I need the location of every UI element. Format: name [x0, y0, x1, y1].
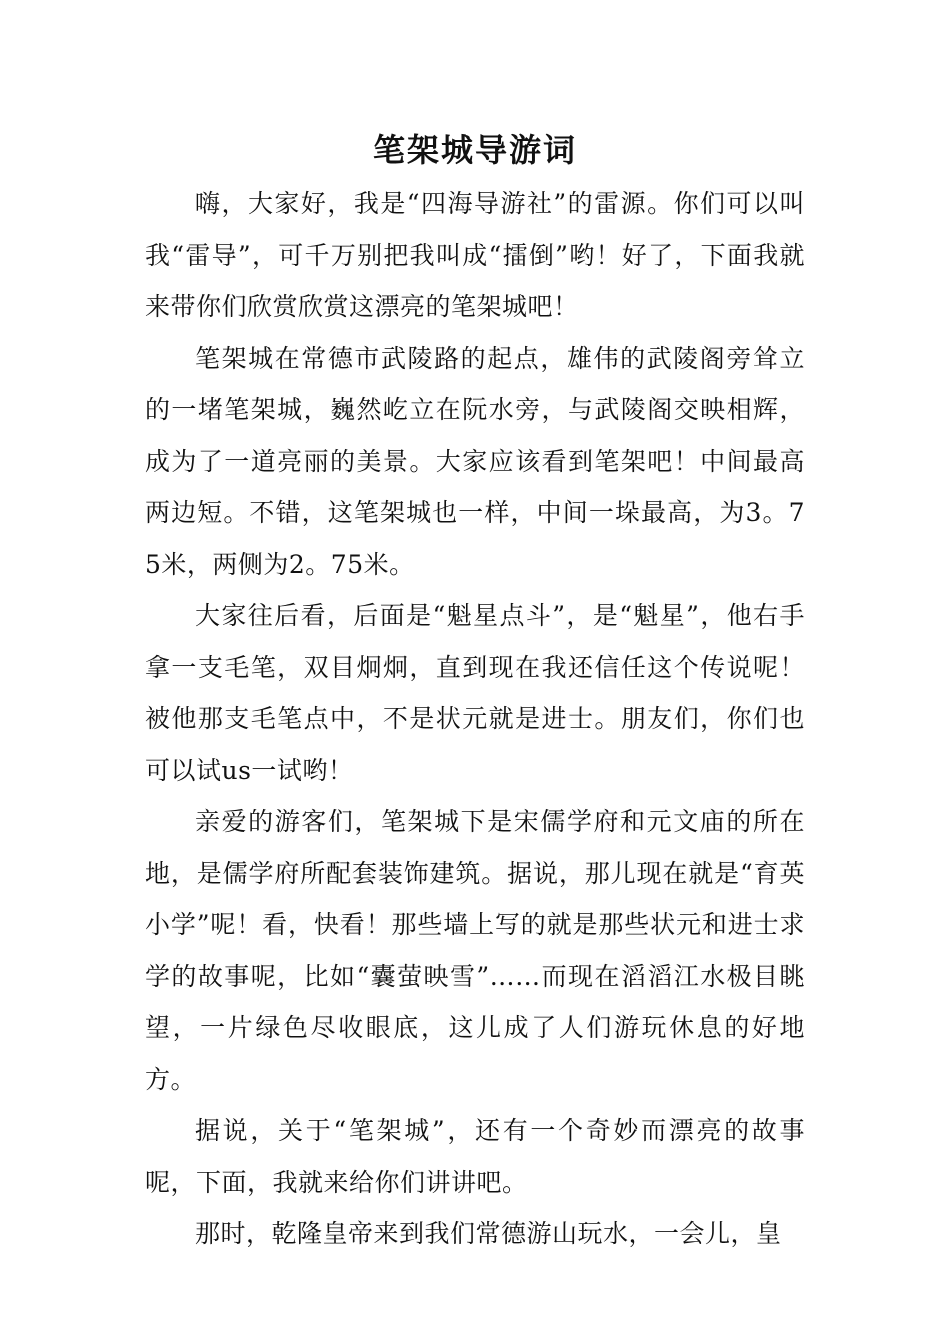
paragraph-intro: 嗨，大家好，我是“四海导游社”的雷源。你们可以叫我“雷导”，可千万别把我叫成“擂倒”哟！好了，下面我就来带你们欣赏欣赏这漂亮的笔架城吧！ — [145, 189, 805, 321]
paragraph-story-intro: 据说，关于“笔架城”，还有一个奇妙而漂亮的故事呢，下面，我就来给你们讲讲吧。 — [145, 1116, 805, 1197]
paragraph-story-start: 那时，乾隆皇帝来到我们常德游山玩水，一会儿，皇 — [195, 1219, 782, 1248]
document-title: 笔架城导游词 — [372, 131, 577, 169]
paragraph-location: 笔架城在常德市武陵路的起点，雄伟的武陵阁旁耸立的一堵笔架城，巍然屹立在阮水旁，与武陵阁交映相辉，成为了一道亮丽的美景。大家应该看到笔架吧！中间最高两边短。不错，这笔架城也一样，中间一垛最高，为3。75米，两侧为2。75米。 — [145, 343, 805, 579]
paragraph-kuixing: 大家往后看，后面是“魁星点斗”，是“魁星”，他右手拿一支毛笔，双目炯炯，直到现在我还信任这个传说呢！被他那支毛笔点中，不是状元就是进士。朋友们，你们也可以试us一试哟！ — [145, 601, 805, 785]
paragraph-school: 亲爱的游客们，笔架城下是宋儒学府和元文庙的所在地，是儒学府所配套装饰建筑。据说，那儿现在就是“育英小学”呢！看，快看！那些墙上写的就是那些状元和进士求学的故事呢，比如“囊萤映雪”……而现在滔滔江水极目眺望，一片绿色尽收眼底，这儿成了人们游玩休息的好地方。 — [145, 807, 805, 1094]
